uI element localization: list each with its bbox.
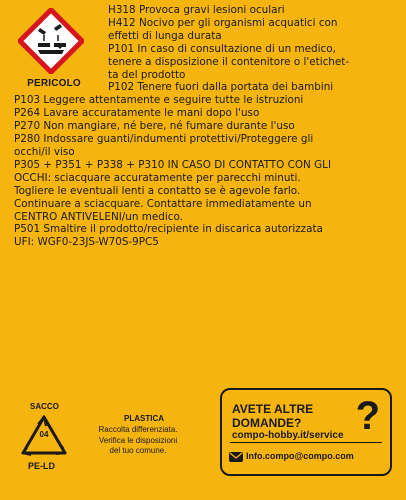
help-box xyxy=(220,388,392,476)
disposal-line: Verifica le disposizioni xyxy=(98,435,178,445)
statement-line: tenere a disposizione il contenitore o l'etichet- xyxy=(108,55,350,68)
statement-line: P101 In caso di consultazione di un medico, xyxy=(108,42,336,55)
safety-statements xyxy=(14,4,398,249)
statement-line: P102 Tenere fuori dalla portata dei bambini xyxy=(108,81,334,94)
help-title xyxy=(232,402,313,430)
statement-line: OCCHI: sciacquare accuratamente per parecchi minuti. xyxy=(14,171,301,184)
recycling-code: 04 xyxy=(39,430,49,439)
mail-icon xyxy=(228,450,244,464)
statement-line: ta del prodotto xyxy=(108,68,186,81)
statement-line: P280 Indossare guanti/indumenti protettivi/Proteggere gli xyxy=(14,133,314,146)
help-title-line: AVETE ALTRE xyxy=(232,402,314,416)
statement-line: H318 Provoca gravi lesioni oculari xyxy=(108,4,285,16)
disposal-instructions xyxy=(78,425,198,457)
help-title-line: DOMANDE? xyxy=(232,416,302,430)
email-link[interactable]: Info.compo@compo.com xyxy=(246,451,354,461)
disposal-line: Raccolta differenziata. xyxy=(98,425,178,434)
ufi-code: UFI: WGF0-23JS-W70S-9PC5 xyxy=(14,236,159,249)
statement-line: P501 Smaltire il prodotto/recipiente in discarica autorizzata xyxy=(14,223,323,236)
disposal-line: del tuo comune. xyxy=(109,446,167,455)
question-mark-icon: ? xyxy=(355,394,380,438)
statement-line: P264 Lavare accuratamente le mani dopo l'uso xyxy=(14,107,260,120)
statement-line: occhi/il viso xyxy=(14,145,75,158)
material-name: PLASTICA xyxy=(124,414,164,423)
statement-line: CENTRO ANTIVELENI/un medico. xyxy=(14,210,183,223)
statement-line: Continuare a sciacquare. Contattare immediatamente un xyxy=(14,197,312,210)
statement-line: P270 Non mangiare, né bere, né fumare durante l'uso xyxy=(14,120,295,133)
statement-line: H412 Nocivo per gli organismi acquatici con xyxy=(108,16,338,29)
material-code: PE-LD xyxy=(28,461,55,471)
statement-line: P103 Leggere attentamente e seguire tutte le istruzioni xyxy=(14,94,304,107)
statement-line: effetti di lunga durata xyxy=(108,29,222,42)
signal-word: PERICOLO xyxy=(27,78,81,89)
recycling-label: SACCO xyxy=(30,402,59,411)
service-link[interactable]: compo-hobby.it/service xyxy=(232,430,344,441)
divider xyxy=(230,442,382,443)
statement-line: P305 + P351 + P338 + P310 IN CASO DI CONTATTO CON GLI xyxy=(14,158,332,171)
statement-line: Togliere le eventuali lenti a contatto se è agevole farlo. xyxy=(14,184,301,197)
